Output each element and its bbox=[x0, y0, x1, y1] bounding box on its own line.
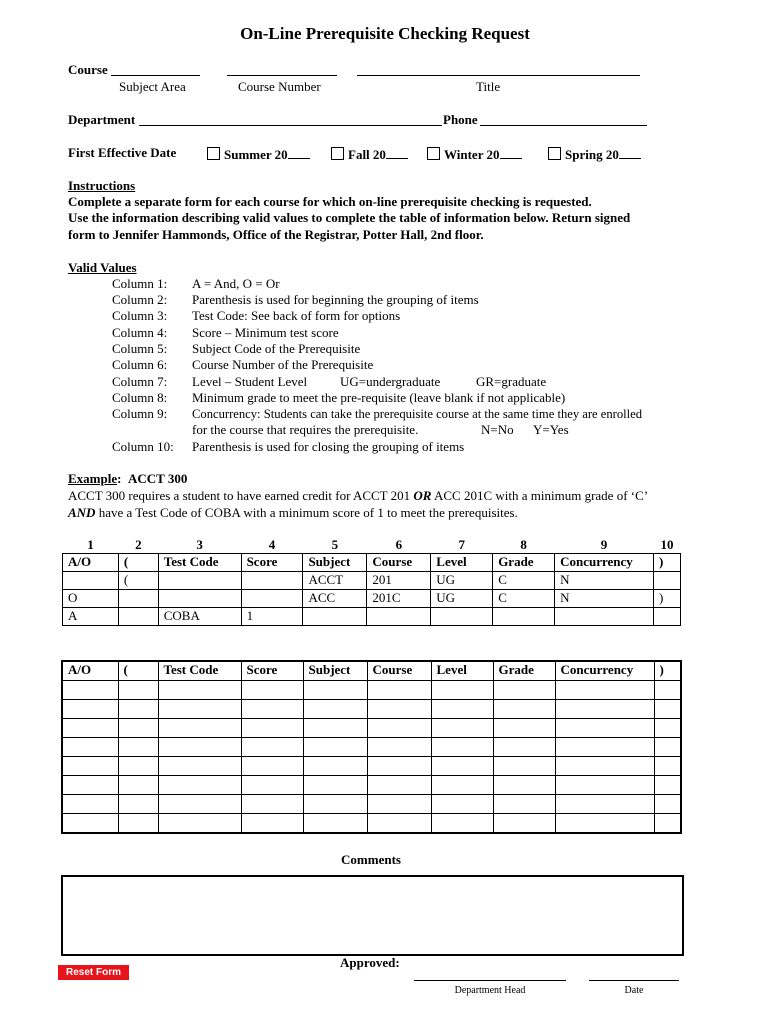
entry-cell[interactable] bbox=[118, 738, 158, 757]
entry-row bbox=[62, 681, 681, 700]
header-cell: Level bbox=[431, 661, 493, 681]
cell bbox=[493, 608, 555, 626]
reset-form-button[interactable]: Reset Form bbox=[58, 965, 129, 980]
cell bbox=[158, 572, 241, 590]
entry-cell[interactable] bbox=[367, 700, 431, 719]
valid-value-col-4: Column 4: bbox=[112, 325, 168, 340]
entry-cell[interactable] bbox=[555, 757, 654, 776]
cell: COBA bbox=[158, 608, 241, 626]
entry-cell[interactable] bbox=[431, 719, 493, 738]
cell: O bbox=[63, 590, 119, 608]
entry-cell[interactable] bbox=[303, 757, 367, 776]
fall-label: Fall 20 bbox=[348, 147, 386, 162]
example-label: Example bbox=[68, 471, 118, 486]
valid-value-ug: UG=undergraduate bbox=[340, 374, 441, 389]
cell bbox=[158, 590, 241, 608]
entry-cell[interactable] bbox=[62, 795, 118, 814]
valid-value-col-9: Column 9: bbox=[112, 406, 168, 421]
date-signature-line[interactable] bbox=[589, 980, 679, 981]
entry-cell[interactable] bbox=[431, 776, 493, 795]
entry-cell[interactable] bbox=[118, 795, 158, 814]
example-line-2 bbox=[68, 505, 518, 521]
entry-cell[interactable] bbox=[62, 719, 118, 738]
course-number-field[interactable] bbox=[227, 62, 337, 76]
cell: N bbox=[555, 590, 654, 608]
entry-cell[interactable] bbox=[555, 814, 654, 834]
entry-cell[interactable] bbox=[431, 795, 493, 814]
cell: ACCT bbox=[303, 572, 367, 590]
entry-cell[interactable] bbox=[241, 776, 303, 795]
cell bbox=[555, 608, 654, 626]
course-label: Course bbox=[68, 62, 108, 77]
entry-cell[interactable] bbox=[241, 738, 303, 757]
cell: C bbox=[493, 590, 555, 608]
first-effective-date-label: First Effective Date bbox=[68, 145, 177, 160]
entry-row bbox=[62, 814, 681, 834]
example-or: OR bbox=[413, 488, 432, 503]
valid-value-desc-1: A = And, O = Or bbox=[192, 276, 280, 291]
comments-field[interactable] bbox=[61, 875, 684, 956]
cell: A bbox=[63, 608, 119, 626]
entry-cell[interactable] bbox=[118, 681, 158, 700]
spring-label: Spring 20 bbox=[565, 147, 619, 162]
entry-cell[interactable] bbox=[555, 700, 654, 719]
phone-label: Phone bbox=[443, 112, 478, 127]
example-table bbox=[62, 537, 681, 626]
cell: 201C bbox=[367, 590, 431, 608]
entry-cell[interactable] bbox=[431, 700, 493, 719]
term-spring bbox=[548, 145, 641, 163]
entry-cell[interactable] bbox=[555, 719, 654, 738]
header-cell: ( bbox=[118, 661, 158, 681]
valid-value-desc-9b: for the course that requires the prerequisite. bbox=[192, 422, 419, 437]
summer-checkbox[interactable] bbox=[207, 147, 220, 160]
valid-value-col-5: Column 5: bbox=[112, 341, 168, 356]
fall-year-field[interactable] bbox=[386, 145, 408, 159]
entry-cell[interactable] bbox=[555, 738, 654, 757]
entry-cell[interactable] bbox=[431, 814, 493, 834]
header-cell: Subject bbox=[303, 661, 367, 681]
valid-value-desc-10: Parenthesis is used for closing the grouping of items bbox=[192, 439, 465, 454]
header-cell: Grade bbox=[493, 554, 555, 572]
col-number: 2 bbox=[135, 537, 142, 552]
entry-cell[interactable] bbox=[493, 776, 555, 795]
entry-cell[interactable] bbox=[555, 681, 654, 700]
header-cell: Subject bbox=[303, 554, 367, 572]
form-title: On-Line Prerequisite Checking Request bbox=[240, 24, 530, 43]
header-cell: A/O bbox=[62, 661, 118, 681]
entry-cell[interactable] bbox=[158, 776, 241, 795]
instructions-heading: Instructions bbox=[68, 178, 136, 193]
entry-cell[interactable] bbox=[431, 738, 493, 757]
example-course: ACCT 300 bbox=[127, 471, 188, 486]
entry-cell[interactable] bbox=[303, 681, 367, 700]
valid-value-desc-2: Parenthesis is used for beginning the grouping of items bbox=[192, 292, 479, 307]
col-number: 9 bbox=[600, 537, 608, 552]
entry-cell[interactable] bbox=[654, 776, 681, 795]
entry-cell[interactable] bbox=[654, 738, 681, 757]
header-cell: Grade bbox=[493, 661, 555, 681]
instructions-line-1: Complete a separate form for each course for which on-line prerequisite checking is requested. bbox=[68, 194, 592, 209]
subject-area-label: Subject Area bbox=[119, 79, 186, 94]
cell bbox=[118, 590, 158, 608]
cell bbox=[654, 572, 681, 590]
phone-field[interactable] bbox=[480, 112, 647, 126]
header-cell: Concurrency bbox=[555, 554, 654, 572]
cell bbox=[654, 608, 681, 626]
col-number: 3 bbox=[196, 537, 203, 552]
header-cell: ) bbox=[654, 661, 681, 681]
cell bbox=[241, 590, 303, 608]
header-cell: Level bbox=[431, 554, 493, 572]
entry-cell[interactable] bbox=[158, 795, 241, 814]
cell: UG bbox=[431, 572, 493, 590]
entry-cell[interactable] bbox=[118, 814, 158, 834]
valid-value-col-10: Column 10: bbox=[112, 439, 174, 454]
prerequisite-entry-table bbox=[61, 660, 682, 834]
entry-cell[interactable] bbox=[654, 757, 681, 776]
entry-cell[interactable] bbox=[555, 795, 654, 814]
cell: ( bbox=[118, 572, 158, 590]
spring-checkbox[interactable] bbox=[548, 147, 561, 160]
example-and: AND bbox=[68, 505, 96, 520]
valid-value-col-8: Column 8: bbox=[112, 390, 168, 405]
term-fall bbox=[331, 145, 408, 163]
entry-cell[interactable] bbox=[367, 757, 431, 776]
entry-cell[interactable] bbox=[367, 738, 431, 757]
instructions-line-2: Use the information describing valid values to complete the table of information below. Return signed bbox=[68, 210, 631, 225]
valid-value-no: N=No bbox=[481, 422, 514, 437]
cell: 1 bbox=[241, 608, 303, 626]
entry-row bbox=[62, 738, 681, 757]
entry-cell[interactable] bbox=[158, 814, 241, 834]
instructions-line-3: form to Jennifer Hammonds, Office of the Registrar, Potter Hall, 2nd floor. bbox=[68, 227, 484, 242]
entry-cell[interactable] bbox=[493, 795, 555, 814]
entry-row bbox=[62, 700, 681, 719]
valid-value-desc-8: Minimum grade to meet the pre-requisite (leave blank if not applicable) bbox=[192, 390, 566, 405]
comments-label: Comments bbox=[341, 852, 401, 867]
valid-value-desc-7: Level – Student Level bbox=[192, 374, 308, 389]
entry-cell[interactable] bbox=[158, 757, 241, 776]
header-cell: ) bbox=[654, 554, 681, 572]
approved-label: Approved: bbox=[340, 955, 400, 970]
entry-cell[interactable] bbox=[493, 681, 555, 700]
entry-cell[interactable] bbox=[62, 700, 118, 719]
entry-cell[interactable] bbox=[493, 738, 555, 757]
valid-value-desc-3: Test Code: See back of form for options bbox=[192, 308, 401, 323]
example-text-a: ACCT 300 requires a student to have earned credit for ACCT 201 bbox=[68, 488, 414, 503]
valid-values-heading: Valid Values bbox=[68, 260, 137, 275]
cell: ACC bbox=[303, 590, 367, 608]
entry-cell[interactable] bbox=[118, 719, 158, 738]
valid-value-gr: GR=graduate bbox=[476, 374, 547, 389]
table-row bbox=[63, 572, 681, 590]
term-summer bbox=[207, 145, 310, 163]
entry-row bbox=[62, 795, 681, 814]
cell bbox=[63, 572, 119, 590]
entry-cell[interactable] bbox=[493, 700, 555, 719]
subject-area-field[interactable] bbox=[111, 62, 200, 76]
entry-cell[interactable] bbox=[241, 681, 303, 700]
entry-cell[interactable] bbox=[367, 776, 431, 795]
entry-cell[interactable] bbox=[367, 795, 431, 814]
header-cell: A/O bbox=[63, 554, 119, 572]
valid-value-desc-6: Course Number of the Prerequisite bbox=[192, 357, 374, 372]
cell: ) bbox=[654, 590, 681, 608]
entry-cell[interactable] bbox=[158, 681, 241, 700]
department-label: Department bbox=[68, 112, 136, 127]
winter-label: Winter 20 bbox=[444, 147, 500, 162]
valid-value-desc-4: Score – Minimum test score bbox=[192, 325, 339, 340]
cell: 201 bbox=[367, 572, 431, 590]
entry-cell[interactable] bbox=[158, 738, 241, 757]
entry-cell[interactable] bbox=[62, 738, 118, 757]
valid-value-col-3: Column 3: bbox=[112, 308, 168, 323]
col-number: 4 bbox=[268, 537, 276, 552]
entry-cell[interactable] bbox=[367, 681, 431, 700]
valid-value-desc-5: Subject Code of the Prerequisite bbox=[192, 341, 361, 356]
winter-year-field[interactable] bbox=[500, 145, 522, 159]
entry-cell[interactable] bbox=[654, 681, 681, 700]
entry-cell[interactable] bbox=[241, 700, 303, 719]
entry-cell[interactable] bbox=[303, 738, 367, 757]
entry-cell[interactable] bbox=[303, 719, 367, 738]
col-number: 6 bbox=[395, 537, 403, 552]
header-cell: Concurrency bbox=[555, 661, 654, 681]
entry-cell[interactable] bbox=[118, 700, 158, 719]
header-cell: Test Code bbox=[158, 554, 241, 572]
cell bbox=[367, 608, 431, 626]
cell: N bbox=[555, 572, 654, 590]
entry-cell[interactable] bbox=[303, 814, 367, 834]
entry-cell[interactable] bbox=[654, 795, 681, 814]
entry-cell[interactable] bbox=[367, 814, 431, 834]
entry-cell[interactable] bbox=[493, 814, 555, 834]
valid-value-col-6: Column 6: bbox=[112, 357, 168, 372]
date-label: Date bbox=[624, 985, 644, 996]
entry-cell[interactable] bbox=[118, 757, 158, 776]
cell: C bbox=[493, 572, 555, 590]
entry-cell[interactable] bbox=[303, 776, 367, 795]
term-winter bbox=[427, 145, 522, 163]
cell bbox=[431, 608, 493, 626]
entry-cell[interactable] bbox=[158, 719, 241, 738]
department-head-signature-line[interactable] bbox=[414, 980, 566, 981]
fall-checkbox[interactable] bbox=[331, 147, 344, 160]
entry-cell[interactable] bbox=[493, 719, 555, 738]
entry-cell[interactable] bbox=[654, 814, 681, 834]
header-cell: Score bbox=[241, 661, 303, 681]
course-number-label: Course Number bbox=[238, 79, 321, 94]
entry-cell[interactable] bbox=[555, 776, 654, 795]
entry-cell[interactable] bbox=[241, 795, 303, 814]
entry-cell[interactable] bbox=[62, 681, 118, 700]
entry-cell[interactable] bbox=[62, 757, 118, 776]
cell bbox=[118, 608, 158, 626]
header-cell: Course bbox=[367, 554, 431, 572]
entry-cell[interactable] bbox=[303, 795, 367, 814]
entry-row bbox=[62, 719, 681, 738]
example-heading: Example: ACCT 300 bbox=[68, 471, 188, 486]
valid-value-yes: Y=Yes bbox=[533, 422, 569, 437]
entry-cell[interactable] bbox=[367, 719, 431, 738]
winter-checkbox[interactable] bbox=[427, 147, 440, 160]
col-number: 1 bbox=[87, 537, 94, 552]
valid-value-col-7: Column 7: bbox=[112, 374, 168, 389]
header-cell: Course bbox=[367, 661, 431, 681]
entry-cell[interactable] bbox=[654, 700, 681, 719]
example-text-b: ACC 201C with a minimum grade of ‘C’ bbox=[431, 488, 649, 503]
cell bbox=[303, 608, 367, 626]
entry-cell[interactable] bbox=[303, 700, 367, 719]
spring-year-field[interactable] bbox=[619, 145, 641, 159]
department-field[interactable] bbox=[139, 112, 442, 126]
entry-cell[interactable] bbox=[241, 757, 303, 776]
cell bbox=[241, 572, 303, 590]
entry-cell[interactable] bbox=[118, 776, 158, 795]
department-head-label: Department Head bbox=[454, 985, 526, 996]
title-field[interactable] bbox=[357, 62, 640, 76]
header-cell: Score bbox=[241, 554, 303, 572]
valid-value-col-1: Column 1: bbox=[112, 276, 168, 291]
entry-cell[interactable] bbox=[431, 757, 493, 776]
example-text-c: have a Test Code of COBA with a minimum score of 1 to meet the prerequisites. bbox=[95, 505, 518, 520]
col-number: 8 bbox=[520, 537, 527, 552]
entry-cell[interactable] bbox=[241, 719, 303, 738]
col-number: 10 bbox=[660, 537, 674, 552]
entry-cell[interactable] bbox=[241, 814, 303, 834]
entry-cell[interactable] bbox=[431, 681, 493, 700]
entry-cell[interactable] bbox=[493, 757, 555, 776]
entry-cell[interactable] bbox=[158, 700, 241, 719]
col-number: 5 bbox=[331, 537, 339, 552]
summer-year-field[interactable] bbox=[288, 145, 310, 159]
entry-rows bbox=[62, 681, 681, 834]
table-row bbox=[63, 608, 681, 626]
entry-cell[interactable] bbox=[62, 776, 118, 795]
example-line-1 bbox=[68, 488, 648, 504]
entry-row bbox=[62, 757, 681, 776]
table-row bbox=[63, 590, 681, 608]
entry-cell[interactable] bbox=[62, 814, 118, 834]
cell: UG bbox=[431, 590, 493, 608]
header-cell: ( bbox=[118, 554, 158, 572]
summer-label: Summer 20 bbox=[224, 147, 288, 162]
entry-cell[interactable] bbox=[654, 719, 681, 738]
entry-row bbox=[62, 776, 681, 795]
valid-value-desc-9: Concurrency: Students can take the prerequisite course at the same time they are enrolled bbox=[192, 407, 643, 421]
valid-value-col-2: Column 2: bbox=[112, 292, 168, 307]
header-cell: Test Code bbox=[158, 661, 241, 681]
col-number: 7 bbox=[458, 537, 465, 552]
title-label: Title bbox=[476, 79, 501, 94]
